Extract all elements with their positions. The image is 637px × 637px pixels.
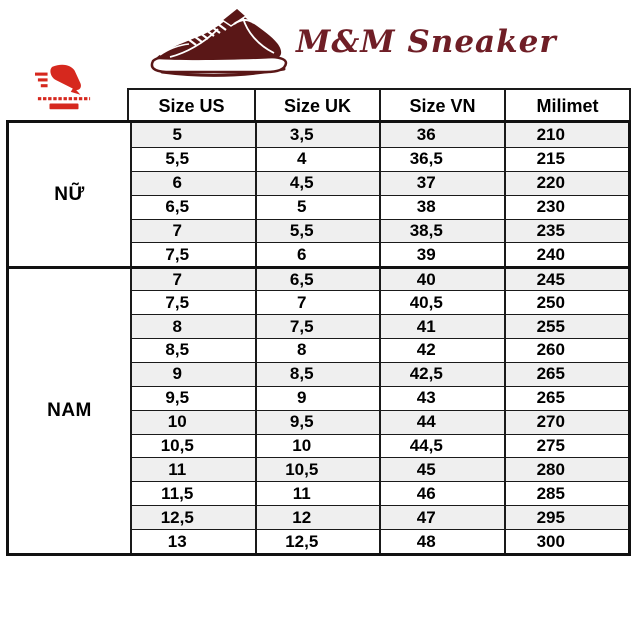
- size-cell: 10,5: [255, 457, 380, 481]
- size-cell: 36: [379, 123, 504, 147]
- size-cell: 10,5: [130, 434, 255, 458]
- size-cell: 42,5: [379, 362, 504, 386]
- size-cell: 275: [504, 434, 629, 458]
- size-cell: 6: [130, 171, 255, 195]
- size-cell: 300: [504, 529, 629, 553]
- size-cell: 44: [379, 410, 504, 434]
- size-cell: 13: [130, 529, 255, 553]
- size-cell: 230: [504, 195, 629, 219]
- size-cell: 250: [504, 290, 629, 314]
- size-cell: 4,5: [255, 171, 380, 195]
- size-cell: 6,5: [130, 195, 255, 219]
- size-cell: 7: [255, 290, 380, 314]
- size-cell: 7: [130, 266, 255, 290]
- size-cell: 280: [504, 457, 629, 481]
- size-cell: 235: [504, 219, 629, 243]
- size-cell: 4: [255, 147, 380, 171]
- size-cell: 12,5: [130, 505, 255, 529]
- group-label: NỮ: [54, 183, 85, 205]
- size-cell: 10: [130, 410, 255, 434]
- size-cell: 7,5: [130, 290, 255, 314]
- size-cell: 11: [130, 457, 255, 481]
- size-cell: 6: [255, 242, 380, 266]
- size-cell: 295: [504, 505, 629, 529]
- size-cell: 7: [130, 219, 255, 243]
- size-cell: 3,5: [255, 123, 380, 147]
- size-cell: 46: [379, 481, 504, 505]
- size-cell: 40: [379, 266, 504, 290]
- size-cell: 44,5: [379, 434, 504, 458]
- size-cell: 7,5: [255, 314, 380, 338]
- size-cell: 210: [504, 123, 629, 147]
- size-cell: 245: [504, 266, 629, 290]
- size-cell: 41: [379, 314, 504, 338]
- column-header-milimet: Milimet: [504, 90, 629, 122]
- size-cell: 43: [379, 386, 504, 410]
- size-cell: 260: [504, 338, 629, 362]
- size-cell: 255: [504, 314, 629, 338]
- size-table-body: [6, 120, 631, 556]
- size-cell: 9: [255, 386, 380, 410]
- sneaker-logo-icon: [146, 4, 296, 78]
- size-cell: 5,5: [255, 219, 380, 243]
- size-cell: 265: [504, 362, 629, 386]
- size-cell: 11,5: [130, 481, 255, 505]
- size-cell: 38: [379, 195, 504, 219]
- size-cell: 36,5: [379, 147, 504, 171]
- size-cell: 5: [130, 123, 255, 147]
- size-cell: 215: [504, 147, 629, 171]
- size-cell: 8,5: [255, 362, 380, 386]
- size-cell: 10: [255, 434, 380, 458]
- size-cell: 47: [379, 505, 504, 529]
- size-table-header: [127, 88, 631, 122]
- size-cell: 220: [504, 171, 629, 195]
- size-cell: 9,5: [255, 410, 380, 434]
- size-cell: 42: [379, 338, 504, 362]
- size-cell: 38,5: [379, 219, 504, 243]
- column-header-size-vn: Size VN: [379, 90, 504, 122]
- size-cell: 12,5: [255, 529, 380, 553]
- size-cell: 5,5: [130, 147, 255, 171]
- size-cell: 270: [504, 410, 629, 434]
- size-cell: 8: [130, 314, 255, 338]
- group-label: NAM: [9, 266, 130, 553]
- column-header-size-uk: Size UK: [254, 90, 379, 122]
- size-cell: 265: [504, 386, 629, 410]
- size-cell: 6,5: [255, 266, 380, 290]
- column-header-size-us: Size US: [158, 95, 225, 116]
- size-cell: 37: [379, 171, 504, 195]
- watermark-logo-icon: [35, 63, 93, 115]
- size-cell: 9,5: [130, 386, 255, 410]
- size-cell: 48: [379, 529, 504, 553]
- size-cell: 45: [379, 457, 504, 481]
- size-cell: 240: [504, 242, 629, 266]
- size-cell: 9: [130, 362, 255, 386]
- size-cell: 40,5: [379, 290, 504, 314]
- size-cell: 8: [255, 338, 380, 362]
- size-cell: 39: [379, 242, 504, 266]
- size-cell: 7,5: [130, 242, 255, 266]
- brand-title: M&M Sneaker: [296, 24, 557, 60]
- size-cell: 285: [504, 481, 629, 505]
- size-cell: 12: [255, 505, 380, 529]
- size-cell: 8,5: [130, 338, 255, 362]
- size-cell: 11: [255, 481, 380, 505]
- size-cell: 5: [255, 195, 380, 219]
